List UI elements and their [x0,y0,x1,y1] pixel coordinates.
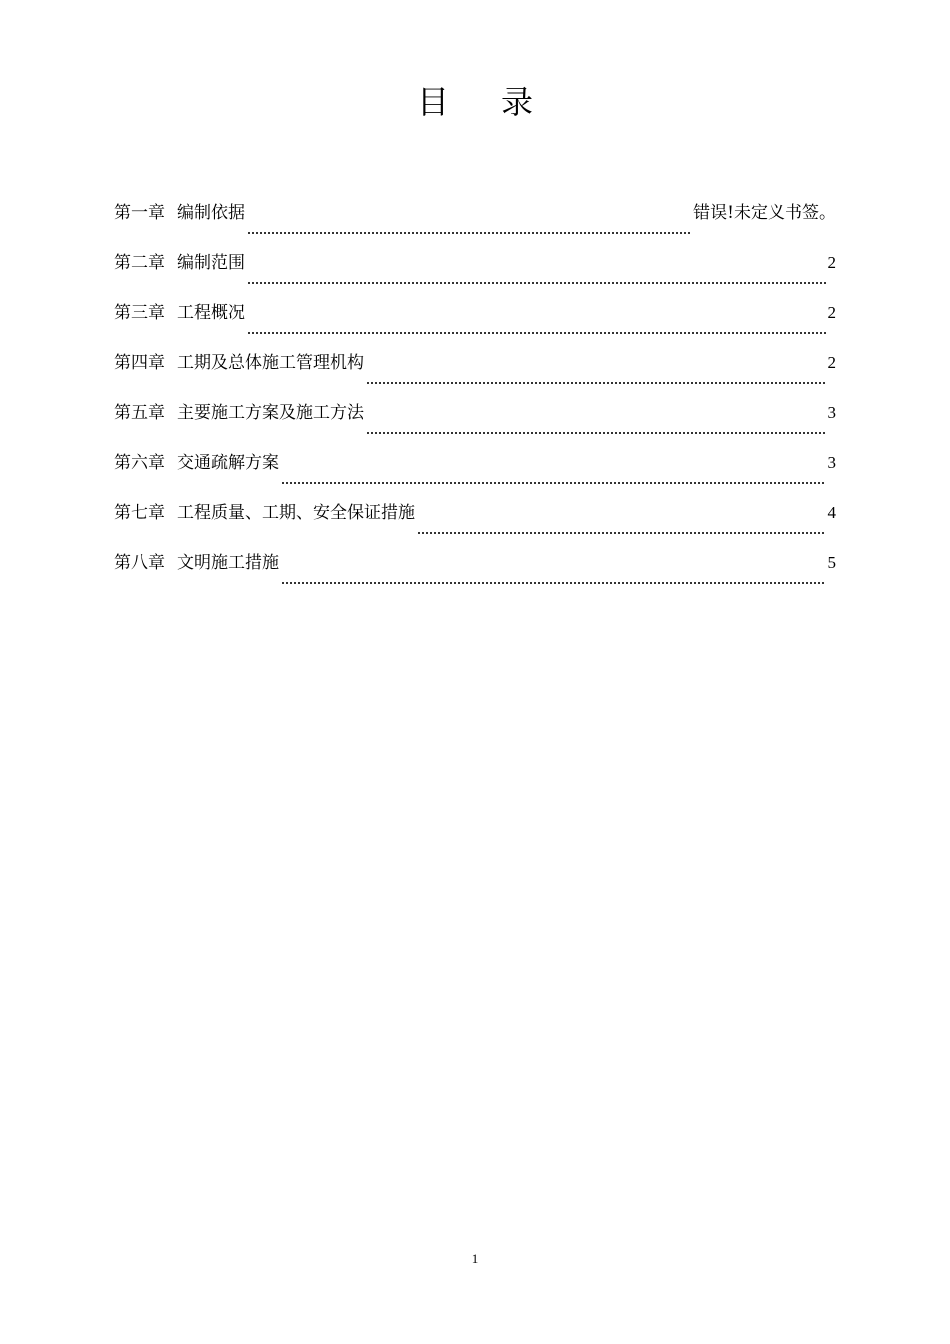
toc-entry-title: 编制范围 [177,253,245,273]
toc-dot-leader [366,368,826,385]
toc-dot-leader [247,268,826,285]
toc-entry-title: 编制依据 [177,203,245,223]
toc-chapter-number: 第二章 [114,253,165,273]
toc-page-reference: 2 [827,303,836,322]
toc-entry-chapter-8[interactable] [114,548,836,598]
toc-page-reference: 3 [827,453,836,472]
toc-dot-leader [281,568,826,585]
toc-page-reference: 3 [827,403,836,422]
table-of-contents [114,198,836,598]
toc-page-reference: 错误!未定义书签。 [693,203,836,223]
toc-entry-chapter-7[interactable] [114,498,836,548]
toc-dot-leader [247,218,691,235]
toc-entry-chapter-4[interactable] [114,348,836,398]
toc-page-reference: 2 [827,253,836,272]
toc-chapter-number: 第六章 [114,453,165,473]
toc-entry-title: 工期及总体施工管理机构 [177,353,364,373]
toc-entry-chapter-1[interactable] [114,198,836,248]
toc-entry-title: 交通疏解方案 [177,453,279,473]
toc-chapter-number: 第四章 [114,353,165,373]
toc-entry-title: 主要施工方案及施工方法 [177,403,364,423]
toc-dot-leader [247,318,826,335]
toc-entry-chapter-6[interactable] [114,448,836,498]
page-number: 1 [471,1251,479,1266]
toc-entry-title: 工程质量、工期、安全保证措施 [177,503,415,523]
toc-chapter-number: 第一章 [114,203,165,223]
page-title: 目录 [416,83,585,121]
toc-dot-leader [281,468,826,485]
toc-chapter-number: 第三章 [114,303,165,323]
toc-chapter-number: 第七章 [114,503,165,523]
toc-page-reference: 2 [827,353,836,372]
toc-entry-title: 文明施工措施 [177,553,279,573]
toc-dot-leader [366,418,826,435]
toc-entry-chapter-5[interactable] [114,398,836,448]
toc-chapter-number: 第五章 [114,403,165,423]
toc-entry-chapter-2[interactable] [114,248,836,298]
toc-page-reference: 5 [827,553,836,572]
toc-entry-chapter-3[interactable] [114,298,836,348]
toc-entry-title: 工程概况 [177,303,245,323]
toc-chapter-number: 第八章 [114,553,165,573]
toc-page-reference: 4 [827,503,836,522]
toc-dot-leader [417,518,826,535]
